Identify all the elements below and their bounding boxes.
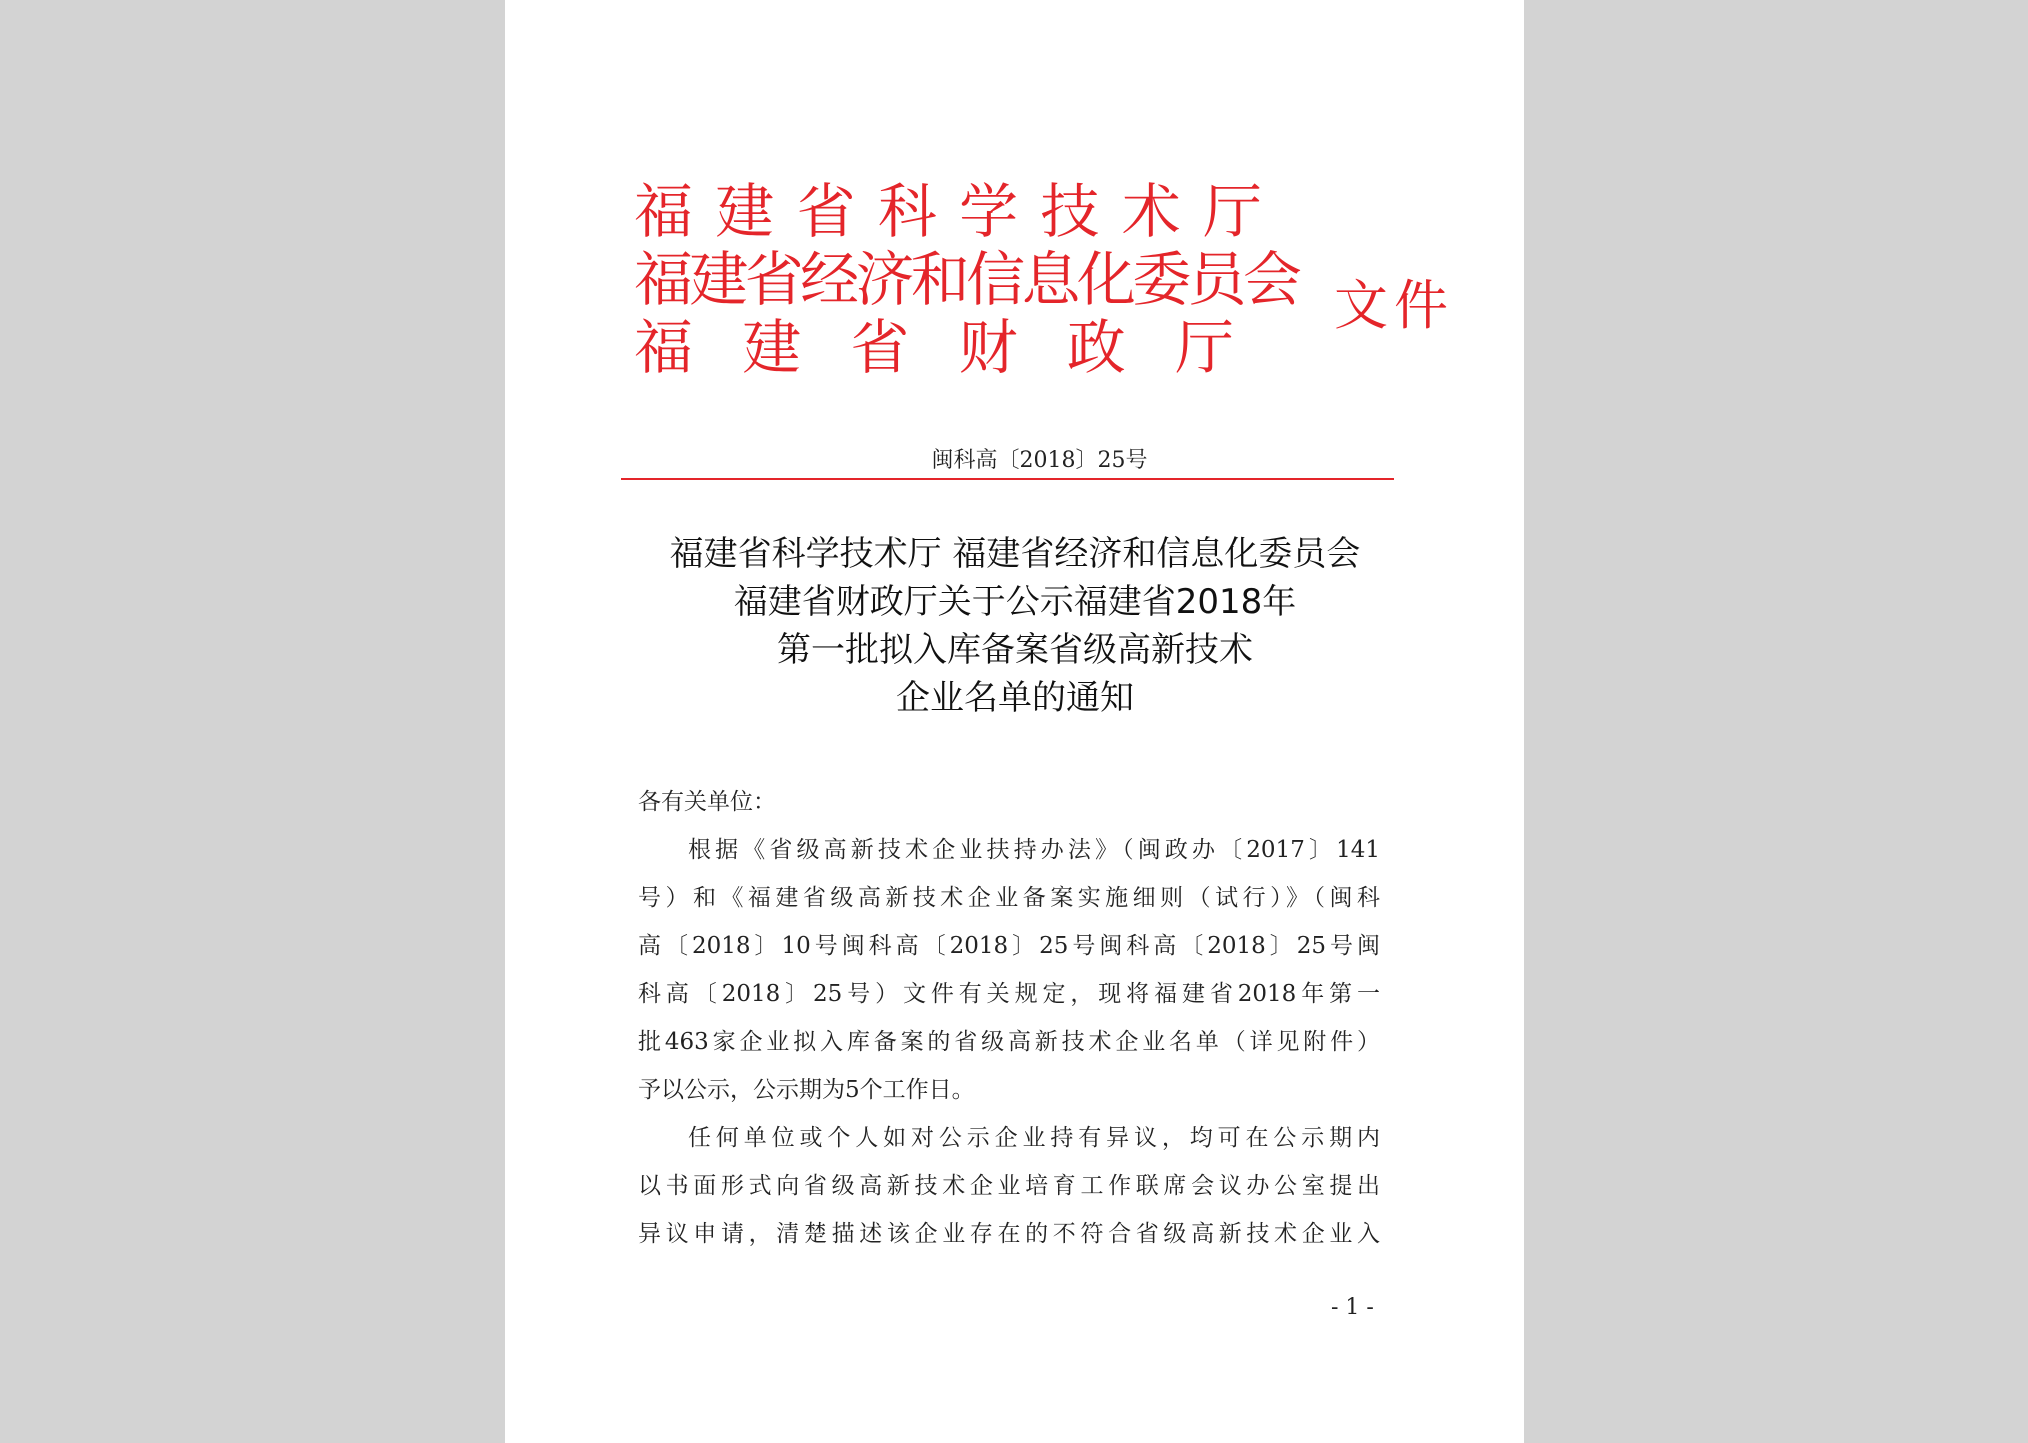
document-type-label: 文件 [1334,274,1454,337]
department-line-3 [634,314,1234,382]
department-char: 学 [959,177,1019,246]
department-char: 厅 [1202,177,1262,246]
department-char: 济 [855,245,911,314]
department-char: 科 [877,177,937,246]
department-char: 福 [634,177,694,246]
department-char: 息 [1021,245,1077,314]
paragraph-2-line: 异议申请，清楚描述该企业存在的不符合省级高新技术企业入 [638,1221,1380,1247]
title-line: 福建省财政厅关于公示福建省2018年 [733,582,1297,622]
title-line: 福建省科学技术厅 福建省经济和信息化委员会 [669,534,1361,574]
document-body [638,778,1380,1258]
title-line: 第一批拟入库备案省级高新技术 [777,630,1253,670]
department-char: 建 [742,313,802,382]
paragraph-1-line: 根据《省级高新技术企业扶持办法》（闽政办〔2017〕141 [688,837,1380,863]
department-char: 和 [910,245,966,314]
department-char: 省 [744,245,800,314]
paragraph-1-line: 批463家企业拟入库备案的省级高新技术企业名单（详见附件） [638,1029,1380,1055]
department-char: 技 [1040,177,1100,246]
paragraph-2-line: 任何单位或个人如对公示企业持有异议，均可在公示期内 [688,1125,1380,1151]
department-char: 政 [1066,313,1126,382]
department-char: 经 [800,245,856,314]
department-char: 会 [1242,245,1298,314]
department-char: 信 [966,245,1022,314]
department-line-1 [634,178,1262,246]
title-line: 企业名单的通知 [896,678,1134,718]
salutation: 各有关单位： [638,789,776,815]
document-page [505,0,1524,1443]
paragraph-1-line: 号）和《福建省级高新技术企业备案实施细则（试行）》（闽科 [638,885,1380,911]
department-char: 省 [850,313,910,382]
department-char: 福 [634,245,690,314]
red-divider-line [621,478,1394,480]
department-char: 省 [796,177,856,246]
department-char: 术 [1121,177,1181,246]
department-char: 建 [689,245,745,314]
paragraph-2-line: 以书面形式向省级高新技术企业培育工作联席会议办公室提出 [638,1173,1380,1199]
department-char: 建 [715,177,775,246]
issuing-departments [634,178,1298,382]
document-number: 闽科高〔2018〕25号 [931,448,1148,473]
paragraph-1-line: 高〔2018〕10号闽科高〔2018〕25号闽科高〔2018〕25号闽 [638,933,1380,959]
department-line-2 [634,246,1298,314]
document-title [605,530,1425,722]
department-char: 财 [958,313,1018,382]
paragraph-1-line: 予以公示，公示期为5个工作日。 [638,1077,975,1103]
department-char: 福 [634,313,694,382]
paragraph-1-line: 科高〔2018〕25号）文件有关规定，现将福建省2018年第一 [638,981,1380,1007]
department-char: 委 [1132,245,1188,314]
page-number: - 1 - [1331,1295,1374,1320]
department-char: 员 [1187,245,1243,314]
department-char: 厅 [1174,313,1234,382]
department-char: 化 [1076,245,1132,314]
